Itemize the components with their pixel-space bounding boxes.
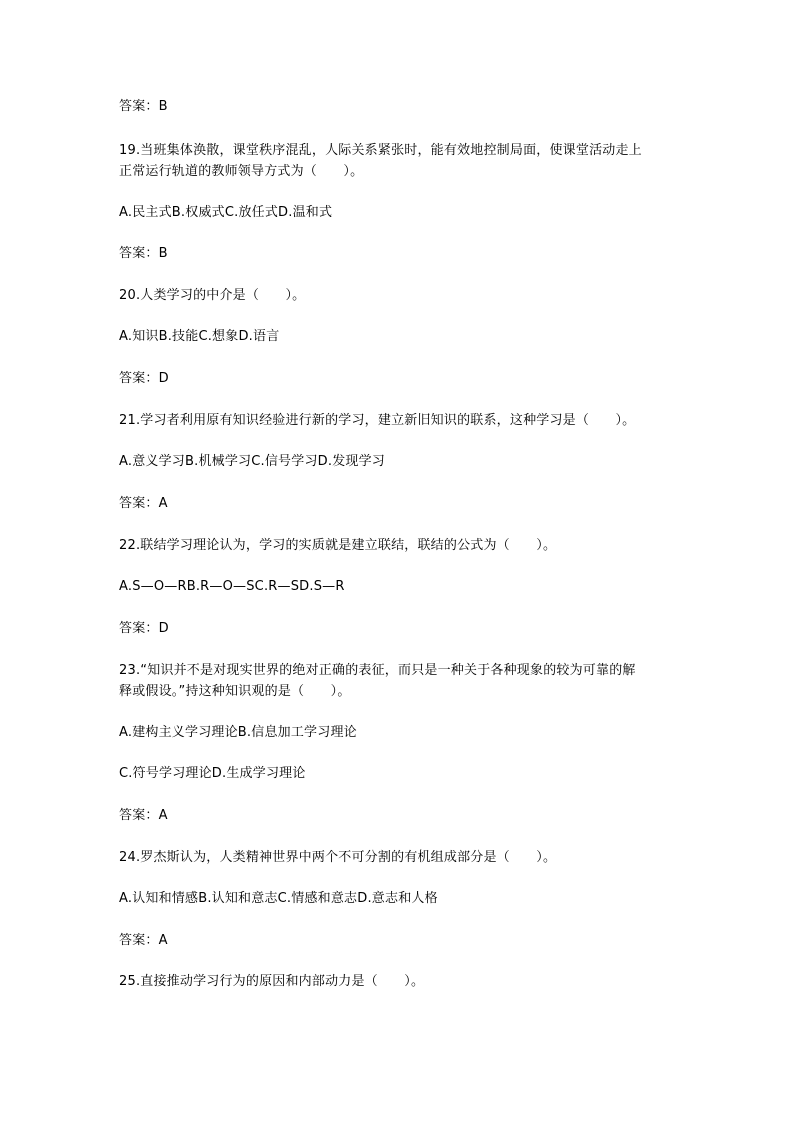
answer-20: 答案：D [119, 371, 169, 386]
question-20: 20.人类学习的中介是（ ）。 [119, 288, 306, 303]
options-22: A.S—O—RB.R—O—SC.R—SD.S—R [119, 579, 345, 594]
answer-24: 答案：A [119, 933, 168, 948]
options-19: A.民主式B.权威式C.放任式D.温和式 [119, 205, 333, 220]
options-20: A.知识B.技能C.想象D.语言 [119, 329, 280, 344]
answer-23: 答案：A [119, 808, 168, 823]
question-21: 21.学习者利用原有知识经验进行新的学习，建立新旧知识的联系，这种学习是（ ）。 [119, 413, 636, 428]
options-23-line-2: C.符号学习理论D.生成学习理论 [119, 766, 306, 781]
options-24: A.认知和情感B.认知和意志C.情感和意志D.意志和人格 [119, 891, 438, 906]
answer-21: 答案：A [119, 496, 168, 511]
answer-22: 答案：D [119, 621, 169, 636]
question-22: 22.联结学习理论认为，学习的实质就是建立联结，联结的公式为（ ）。 [119, 538, 557, 553]
question-19-line-1: 19.当班集体涣散，课堂秩序混乱，人际关系紧张时，能有效地控制局面，使课堂活动走上 [119, 143, 642, 158]
question-23-line-1: 23.“知识并不是对现实世界的绝对正确的表征，而只是一种关于各种现象的较为可靠的解 [119, 663, 636, 678]
question-19-line-2: 正常运行轨道的教师领导方式为（ ）。 [119, 164, 364, 179]
options-21: A.意义学习B.机械学习C.信号学习D.发现学习 [119, 454, 385, 469]
answer-19: 答案：B [119, 246, 168, 261]
options-23-line-1: A.建构主义学习理论B.信息加工学习理论 [119, 725, 357, 740]
question-23-line-2: 释或假设。”持这种知识观的是（ ）。 [119, 684, 351, 699]
question-24: 24.罗杰斯认为，人类精神世界中两个不可分割的有机组成部分是（ ）。 [119, 850, 557, 865]
question-25: 25.直接推动学习行为的原因和内部动力是（ ）。 [119, 974, 425, 989]
answer-18: 答案：B [119, 99, 168, 114]
